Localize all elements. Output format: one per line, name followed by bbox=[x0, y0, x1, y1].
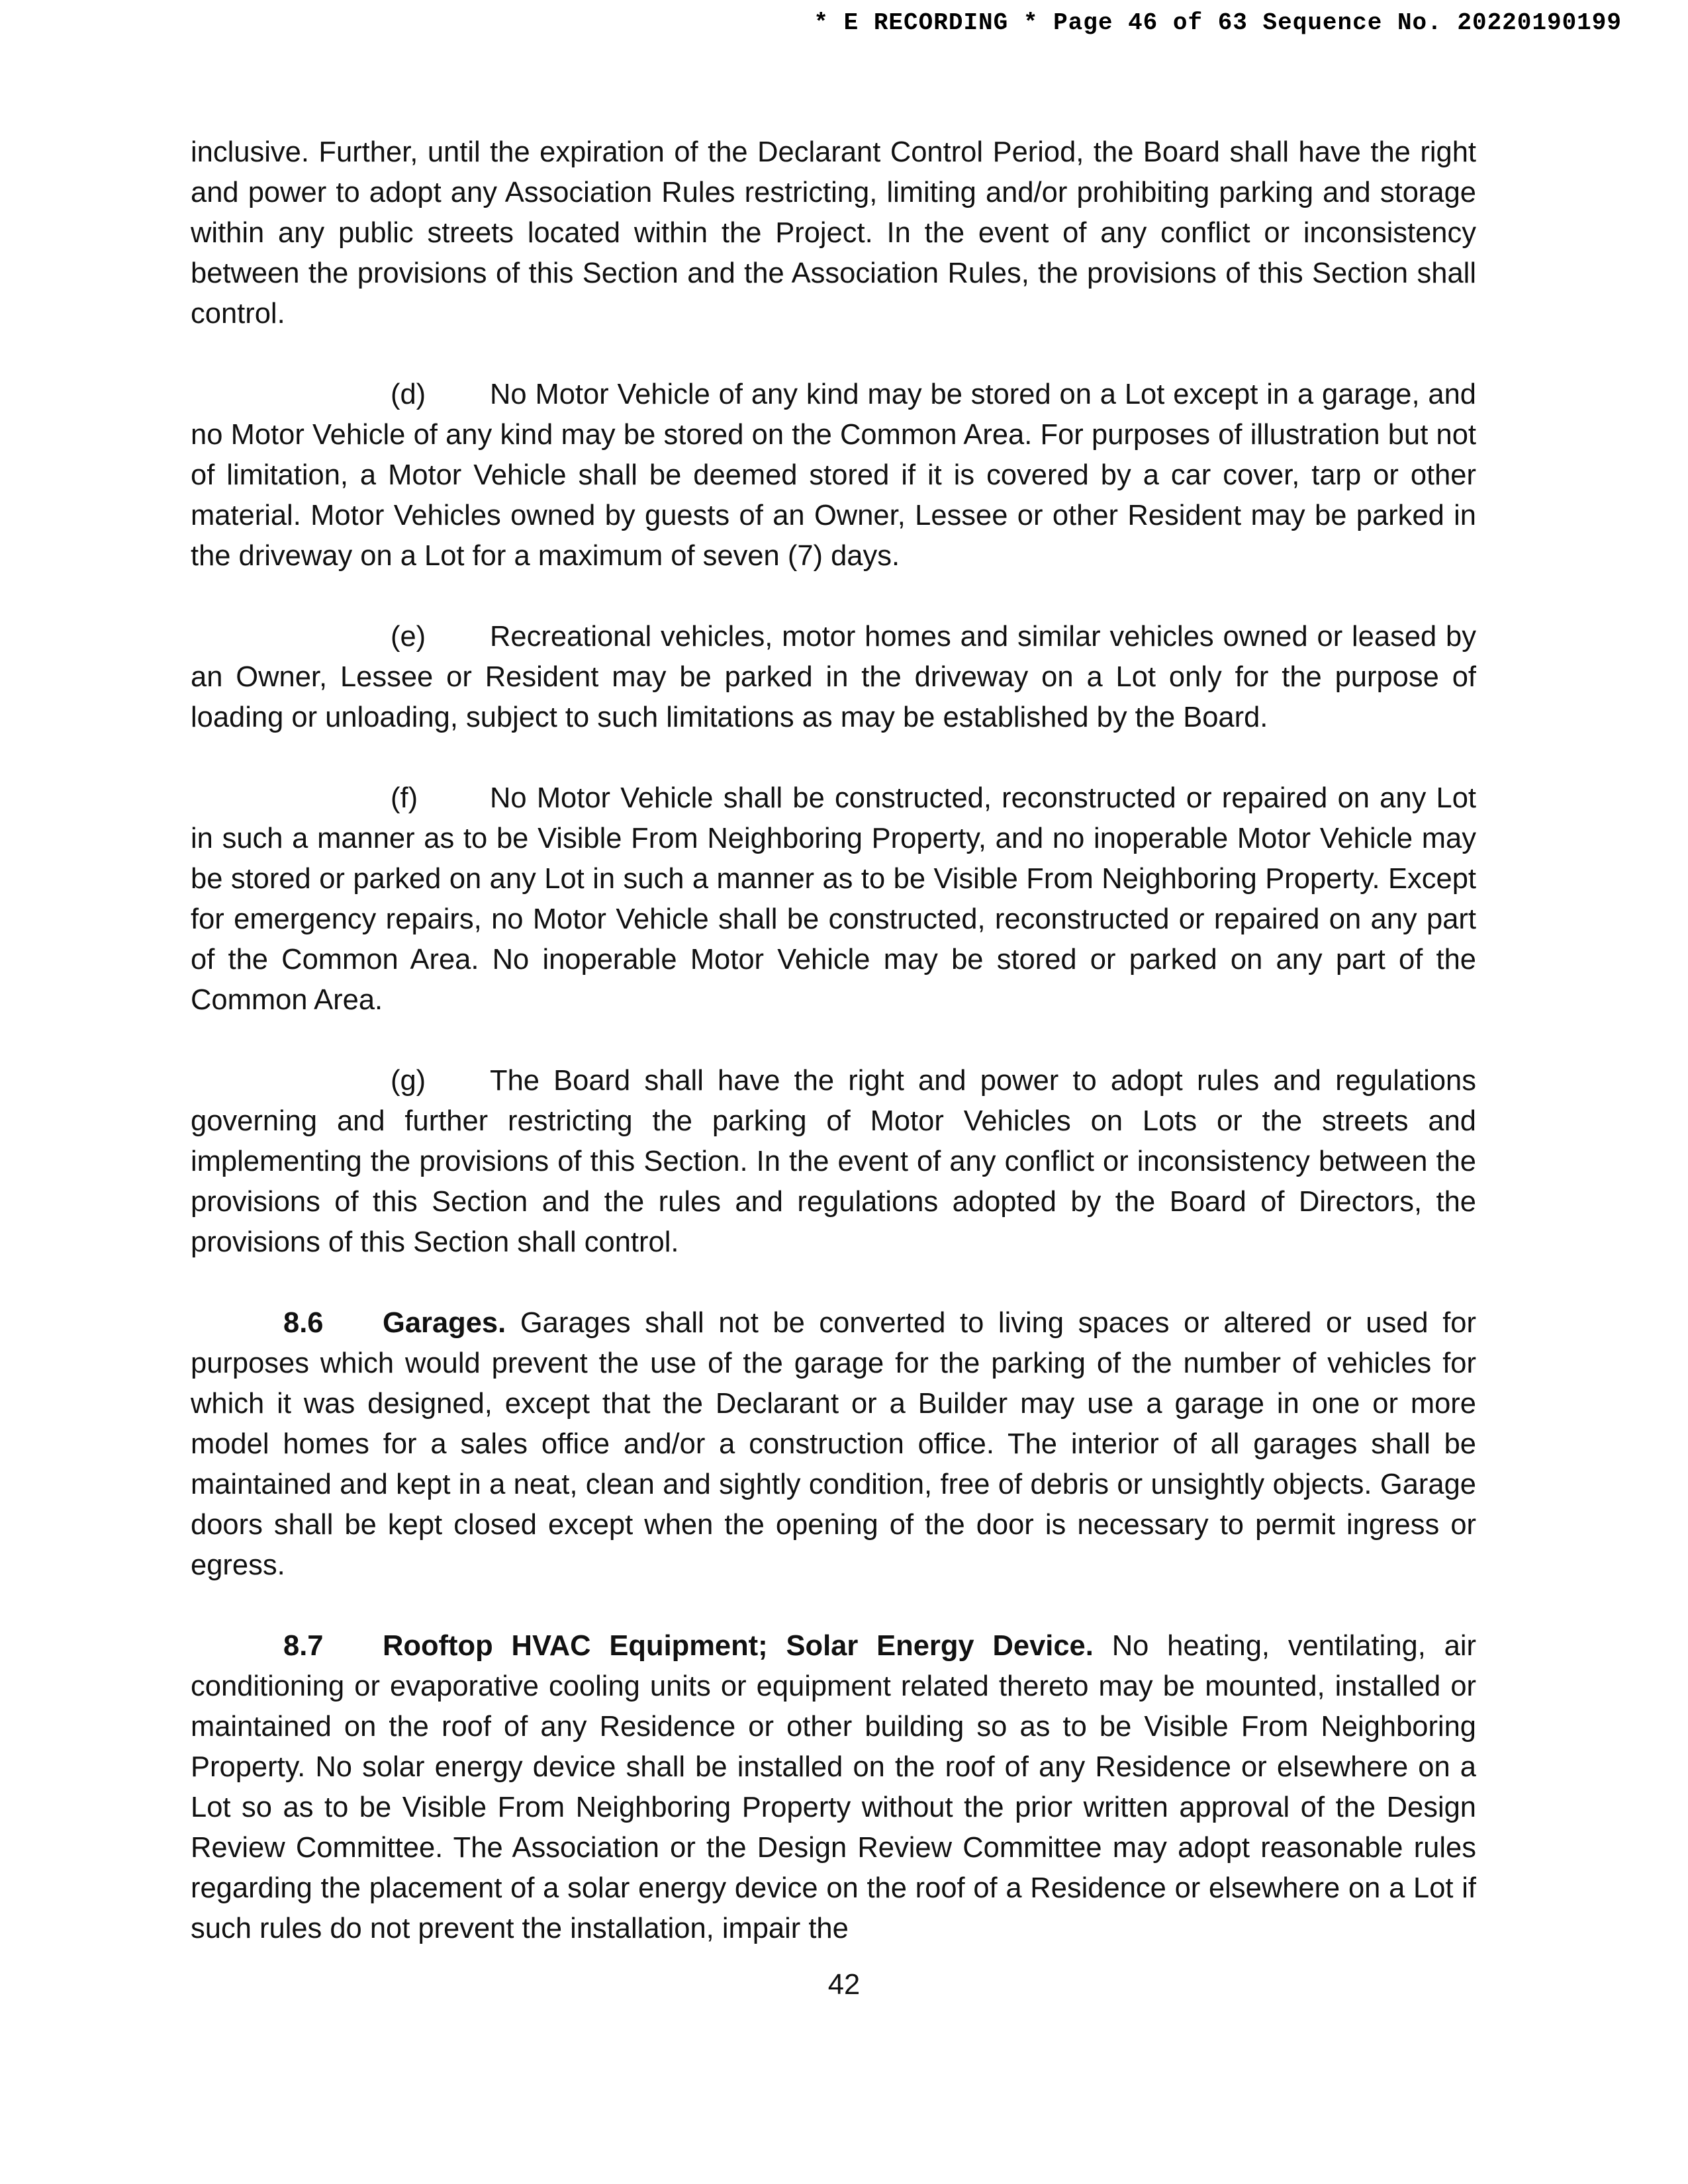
subsection-e-label: (e) bbox=[391, 621, 426, 653]
subsection-g-text: The Board shall have the right and power to adopt rules and regulations governing and further restricting the parking of Motor Vehicles on Lots or the streets and implementing the provisions of this Section. In the event of any conflict or inconsistency between the provisions of this Section and the rules and regulations adopted by the Board of Directors, the provisions of this Section shall control. bbox=[191, 1065, 1476, 1258]
subsection-d bbox=[191, 375, 1476, 576]
subsection-g bbox=[191, 1061, 1476, 1263]
section-8-6-number: 8.6 bbox=[283, 1307, 324, 1339]
document-body bbox=[191, 132, 1476, 1989]
subsection-f-label: (f) bbox=[391, 782, 418, 814]
subsection-e-text: Recreational vehicles, motor homes and similar vehicles owned or leased by an Owner, Lessee or Resident may be parked in the driveway on a Lot only for the purpose of loading or unloading, subject to such limitations as may be established by the Board. bbox=[191, 621, 1476, 733]
subsection-g-label: (g) bbox=[391, 1065, 426, 1097]
subsection-d-text: No Motor Vehicle of any kind may be stored on a Lot except in a garage, and no Motor Vehicle of any kind may be stored on the Common Area. For purposes of illustration but not of limitation, a Motor Vehicle shall be deemed stored if it is covered by a car cover, tarp or other material. Motor Vehicles owned by guests of an Owner, Lessee or other Resident may be parked in the driveway on a Lot for a maximum of seven (7) days. bbox=[191, 379, 1476, 572]
subsection-f bbox=[191, 778, 1476, 1021]
continuation-paragraph: inclusive. Further, until the expiration of the Declarant Control Period, the Board shall have the right and power to adopt any Association Rules restricting, limiting and/or prohibiting parking and storage within any public streets located within the Project. In the event of any conflict or inconsistency between the provisions of this Section and the Association Rules, the provisions of this Section shall control. bbox=[191, 136, 1476, 330]
section-8-6-title: Garages. bbox=[383, 1307, 506, 1339]
subsection-d-label: (d) bbox=[391, 379, 426, 410]
section-8-6-text: Garages shall not be converted to living spaces or altered or used for purposes which would prevent the use of the garage for the parking of the number of vehicles for which it was designed, except that the Declarant or a Builder may use a garage in one or more model homes for a sales office and/or a construction office. The interior of all garages shall be maintained and kept in a neat, clean and sightly condition, free of debris or unsightly objects. Garage doors shall be kept closed except when the opening of the door is necessary to permit ingress or egress. bbox=[191, 1307, 1476, 1581]
section-8-6 bbox=[191, 1303, 1476, 1586]
subsection-e bbox=[191, 617, 1476, 738]
subsection-f-text: No Motor Vehicle shall be constructed, reconstructed or repaired on any Lot in such a manner as to be Visible From Neighboring Property, and no inoperable Motor Vehicle may be stored or parked on any Lot in such a manner as to be Visible From Neighboring Property. Except for emergency repairs, no Motor Vehicle shall be constructed, reconstructed or repaired on any part of the Common Area. No inoperable Motor Vehicle may be stored or parked on any part of the Common Area. bbox=[191, 782, 1476, 1016]
section-8-7 bbox=[191, 1626, 1476, 1949]
page-number: 42 bbox=[827, 1969, 861, 2001]
section-8-7-text: No heating, ventilating, air conditioning or evaporative cooling units or equipment related thereto may be mounted, installed or maintained on the roof of any Residence or other building so as to be Visible From Neighboring Property. No solar energy device shall be installed on the roof of any Residence or elsewhere on a Lot so as to be Visible From Neighboring Property without the prior written approval of the Design Review Committee. The Association or the Design Review Committee may adopt reasonable rules regarding the placement of a solar energy device on the roof of a Residence or elsewhere on a Lot if such rules do not prevent the installation, impair the bbox=[191, 1630, 1476, 1944]
section-8-7-title: Rooftop HVAC Equipment; Solar Energy Device. bbox=[383, 1630, 1094, 1662]
section-8-7-number: 8.7 bbox=[283, 1630, 324, 1662]
recording-header: * E RECORDING * Page 46 of 63 Sequence No. 20220190199 bbox=[814, 9, 1622, 36]
